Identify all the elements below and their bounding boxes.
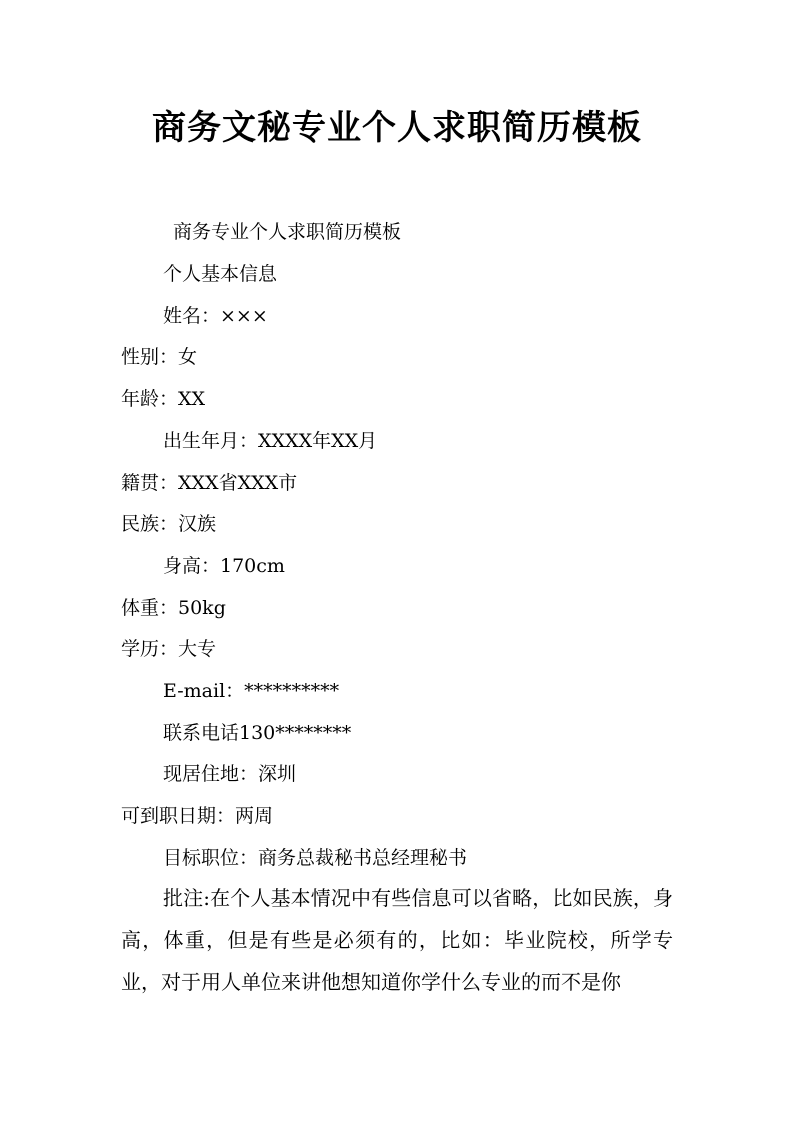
field-birth: 出生年月：XXXX年XX月 <box>163 430 378 452</box>
field-native-place: 籍贯：XXX省XXX市 <box>121 472 298 494</box>
field-target-position: 目标职位：商务总裁秘书总经理秘书 <box>163 847 468 869</box>
field-age: 年龄：XX <box>121 388 206 410</box>
field-residence: 现居住地：深圳 <box>163 763 297 785</box>
field-ethnicity: 民族：汉族 <box>121 513 217 535</box>
field-weight: 体重：50kg <box>121 597 226 619</box>
field-name: 姓名：××× <box>163 305 268 327</box>
field-education: 学历：大专 <box>121 638 217 660</box>
note-paragraph: 批注:在个人基本情况中有些信息可以省略，比如民族，身高，体重，但是有些是必须有的，比如：毕业院校，所学专业，对于用人单位来讲他想知道你学什么专业的而不是你 <box>121 886 673 994</box>
field-availability: 可到职日期：两周 <box>121 805 274 827</box>
field-email: E-mail：********** <box>163 680 340 702</box>
field-height: 身高：170cm <box>163 555 285 577</box>
section-heading: 个人基本信息 <box>163 263 278 285</box>
field-gender: 性别：女 <box>121 346 198 368</box>
document-title: 商务文秘专业个人求职简历模板 <box>152 108 642 148</box>
subtitle: 商务专业个人求职简历模板 <box>173 221 402 243</box>
field-phone: 联系电话130******** <box>163 722 352 744</box>
